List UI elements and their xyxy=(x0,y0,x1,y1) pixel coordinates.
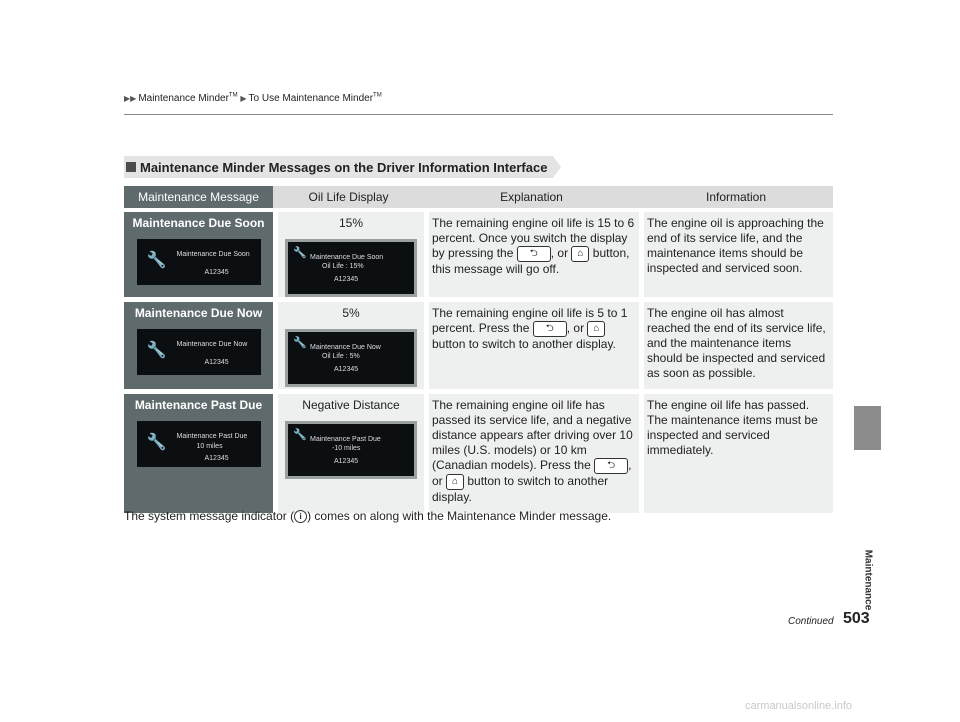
square-bullet-icon xyxy=(126,162,136,172)
display-image: 🔧 Maintenance Due Now A12345 xyxy=(137,329,261,375)
breadcrumb-arrow-icon: ▶ xyxy=(240,94,247,104)
section-tab[interactable] xyxy=(854,406,881,450)
header-maintenance-message: Maintenance Message xyxy=(124,186,273,212)
display-image: 🔧 Maintenance Due Now Oil Life : 5% A12345 xyxy=(285,329,417,387)
continued-label: Continued xyxy=(788,616,834,627)
watermark: carmanualsonline.info xyxy=(745,700,853,712)
header-oil-life-display: Oil Life Display xyxy=(273,186,424,212)
wrench-icon: 🔧 xyxy=(146,252,167,269)
explanation-cell: The remaining engine oil life has passed its service life, and a negative distance appears after driving over 10 miles (U.S. models) or 10 km (Canadian models). Press the ⮌ , or ⌂ button to switch to another display. xyxy=(424,394,639,518)
home-icon: ⌂ xyxy=(446,474,464,490)
breadcrumb xyxy=(124,93,382,104)
explanation-cell: The remaining engine oil life is 15 to 6 percent. Once you switch the display by pressing the ⮌ , or ⌂ button, this message will go off. xyxy=(424,212,639,302)
oil-cell: Negative Distance 🔧 Maintenance Past Due -10 miles A12345 xyxy=(273,394,424,518)
home-icon: ⌂ xyxy=(571,246,589,262)
explanation-cell: The remaining engine oil life is 5 to 1 percent. Press the ⮌ , or ⌂ button to switch to another display. xyxy=(424,302,639,394)
page-number: 503 xyxy=(843,610,870,627)
back-arrow-icon: ⮌ xyxy=(533,321,567,337)
display-image: 🔧 Maintenance Past Due 10 miles A12345 xyxy=(137,421,261,467)
display-image: 🔧 Maintenance Due Soon A12345 xyxy=(137,239,261,285)
maintenance-messages-table xyxy=(124,186,833,518)
table-row xyxy=(124,302,833,394)
breadcrumb-arrow-icon: ▶▶ xyxy=(124,94,137,104)
information-cell: The engine oil life has passed. The maintenance items must be inspected and serviced immediately. xyxy=(639,394,833,518)
oil-cell: 5% 🔧 Maintenance Due Now Oil Life : 5% A12345 xyxy=(273,302,424,394)
display-image: 🔧 Maintenance Due Soon Oil Life : 15% A12345 xyxy=(285,239,417,297)
table-row xyxy=(124,212,833,302)
information-cell: The engine oil has almost reached the end of its service life, and the maintenance items should be inspected and serviced as soon as possible. xyxy=(639,302,833,394)
section-heading: Maintenance Minder Messages on the Driver Information Interface xyxy=(124,156,553,178)
information-cell: The engine oil is approaching the end of its service life, and the maintenance items should be inspected and serviced soon. xyxy=(639,212,833,302)
oil-cell: 15% 🔧 Maintenance Due Soon Oil Life : 15% A12345 xyxy=(273,212,424,302)
table-row xyxy=(124,394,833,518)
side-label: Maintenance xyxy=(862,549,874,611)
home-icon: ⌂ xyxy=(587,321,605,337)
message-cell: Maintenance Due Soon 🔧 Maintenance Due Soon A12345 xyxy=(124,212,273,302)
footnote: The system message indicator ( i ) comes on along with the Maintenance Minder message. xyxy=(124,509,612,523)
back-arrow-icon: ⮌ xyxy=(594,458,628,474)
breadcrumb-item-1[interactable]: Maintenance Minder™ xyxy=(138,93,238,105)
header-rule xyxy=(124,114,833,115)
back-arrow-icon: ⮌ xyxy=(517,246,551,262)
display-image: 🔧 Maintenance Past Due -10 miles A12345 xyxy=(285,421,417,479)
wrench-icon: 🔧 xyxy=(293,247,307,259)
wrench-icon: 🔧 xyxy=(146,434,167,451)
header-information: Information xyxy=(639,186,833,212)
breadcrumb-item-2[interactable]: To Use Maintenance Minder™ xyxy=(248,93,382,105)
message-cell: Maintenance Past Due 🔧 Maintenance Past Due 10 miles A12345 xyxy=(124,394,273,518)
info-indicator-icon: i xyxy=(294,510,307,523)
header-explanation: Explanation xyxy=(424,186,639,212)
wrench-icon: 🔧 xyxy=(293,429,307,441)
wrench-icon: 🔧 xyxy=(146,342,167,359)
message-cell: Maintenance Due Now 🔧 Maintenance Due Now A12345 xyxy=(124,302,273,394)
wrench-icon: 🔧 xyxy=(293,337,307,349)
